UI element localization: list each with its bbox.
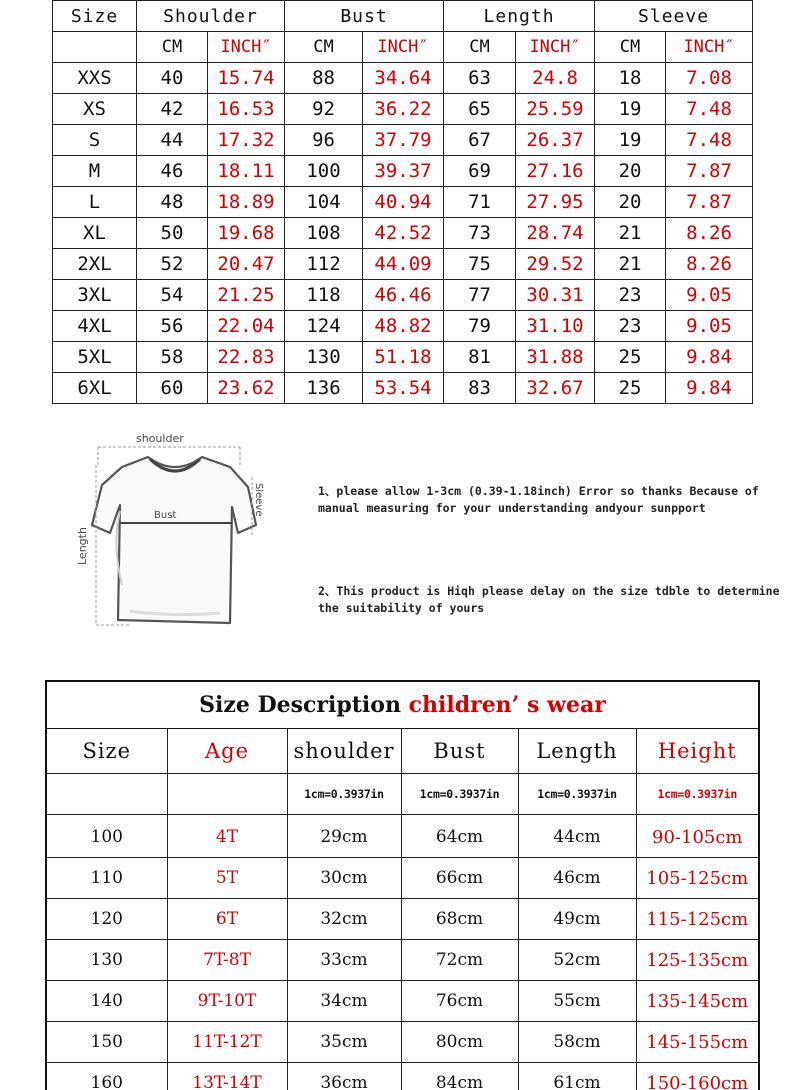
children-size-table [45,680,760,1090]
inch-cell: 15.74 [208,63,285,94]
cm-cell: 63 [444,63,516,94]
cm-cell: 96 [285,125,363,156]
cm-cell: 54 [137,280,208,311]
unit-cm: CM [444,32,516,63]
size-cell: XS [53,94,137,125]
kids-size-cell: 100 [47,817,167,858]
size-cell: M [53,156,137,187]
kids-size-cell: 150 [47,1022,167,1063]
title-black: Size Description [199,692,409,718]
tshirt-icon [70,425,290,635]
adult-row [53,280,753,311]
adult-row [53,218,753,249]
cm-cell: 108 [285,218,363,249]
inch-cell: 40.94 [363,187,444,218]
inch-cell: 21.25 [208,280,285,311]
unit-cm: CM [285,32,363,63]
cm-cell: 73 [444,218,516,249]
unit-inch: INCH″ [363,32,444,63]
kids-row [47,940,758,981]
inch-cell: 19.68 [208,218,285,249]
tshirt-measure-diagram [70,425,290,635]
kids-height-cell: 125-135cm [636,940,758,981]
size-cell: 2XL [53,249,137,280]
unit-inch: INCH″ [208,32,285,63]
unit-cm: CM [595,32,666,63]
cm-cell: 83 [444,373,516,404]
adult-row [53,125,753,156]
inch-cell: 8.26 [666,249,753,280]
adult-size-table [52,0,753,404]
inch-cell: 8.26 [666,218,753,249]
conv-shoulder: 1cm=0.3937in [287,774,401,815]
cm-cell: 58 [137,342,208,373]
kids-length-cell: 58cm [518,1022,636,1063]
shoulder-label: shoulder [136,432,184,445]
sleeve-label: Sleeve [253,483,264,517]
inch-cell: 9.05 [666,311,753,342]
kids-length-cell: 46cm [518,858,636,899]
inch-cell: 20.47 [208,249,285,280]
adult-body [53,63,753,404]
header-sleeve: Sleeve [595,1,753,32]
inch-cell: 53.54 [363,373,444,404]
inch-cell: 31.88 [516,342,595,373]
kids-bust-cell: 84cm [401,1063,518,1090]
kids-size-cell: 130 [47,940,167,981]
inch-cell: 7.48 [666,125,753,156]
children-table-title [47,682,758,729]
cm-cell: 81 [444,342,516,373]
kids-height-cell: 150-160cm [636,1063,758,1090]
header-size: Size [53,1,137,32]
adult-row [53,311,753,342]
kids-length-cell: 52cm [518,940,636,981]
size-cell: 4XL [53,311,137,342]
kids-height-cell: 145-155cm [636,1022,758,1063]
kids-age-cell: 13T-14T [167,1063,287,1090]
cm-cell: 25 [595,342,666,373]
note-1: 1、please allow 1-3cm (0.39-1.18inch) Error so thanks Because of manual measuring for your understanding andyour sunpport [318,484,759,515]
kids-age-cell: 6T [167,899,287,940]
inch-cell: 48.82 [363,311,444,342]
size-cell: XL [53,218,137,249]
measurement-notes [318,483,788,617]
cm-cell: 88 [285,63,363,94]
kids-age-cell: 4T [167,817,287,858]
cm-cell: 20 [595,187,666,218]
cm-cell: 118 [285,280,363,311]
header-shoulder: Shoulder [137,1,285,32]
header-length: Length [444,1,595,32]
kids-length-cell: 49cm [518,899,636,940]
kids-size-cell: 120 [47,899,167,940]
kids-age-cell: 11T-12T [167,1022,287,1063]
inch-cell: 25.59 [516,94,595,125]
cm-cell: 71 [444,187,516,218]
inch-cell: 28.74 [516,218,595,249]
inch-cell: 9.05 [666,280,753,311]
conv-bust: 1cm=0.3937in [401,774,518,815]
inch-cell: 22.83 [208,342,285,373]
inch-cell: 27.16 [516,156,595,187]
inch-cell: 42.52 [363,218,444,249]
inch-cell: 29.52 [516,249,595,280]
cm-cell: 75 [444,249,516,280]
size-cell: L [53,187,137,218]
inch-cell: 7.48 [666,94,753,125]
kids-height-cell: 115-125cm [636,899,758,940]
kids-shoulder-cell: 30cm [287,858,401,899]
cm-cell: 23 [595,280,666,311]
cm-cell: 130 [285,342,363,373]
adult-row [53,342,753,373]
kids-row [47,1063,758,1090]
cm-cell: 56 [137,311,208,342]
inch-cell: 51.18 [363,342,444,373]
kids-bust-cell: 76cm [401,981,518,1022]
inch-cell: 23.62 [208,373,285,404]
cm-cell: 44 [137,125,208,156]
cm-cell: 40 [137,63,208,94]
inch-cell: 39.37 [363,156,444,187]
kids-shoulder-cell: 32cm [287,899,401,940]
unit-blank [53,32,137,63]
conv-blank [47,774,167,815]
cm-cell: 92 [285,94,363,125]
cm-cell: 77 [444,280,516,311]
cm-cell: 19 [595,125,666,156]
kids-header-height: Height [636,729,758,774]
inch-cell: 9.84 [666,373,753,404]
length-label: Length [76,527,89,565]
cm-cell: 25 [595,373,666,404]
adult-row [53,63,753,94]
kids-row [47,899,758,940]
inch-cell: 24.8 [516,63,595,94]
kids-shoulder-cell: 34cm [287,981,401,1022]
kids-bust-cell: 80cm [401,1022,518,1063]
kids-size-cell: 110 [47,858,167,899]
conv-blank [167,774,287,815]
cm-cell: 19 [595,94,666,125]
kids-age-cell: 9T-10T [167,981,287,1022]
cm-cell: 20 [595,156,666,187]
inch-cell: 30.31 [516,280,595,311]
cm-cell: 112 [285,249,363,280]
adult-header-row [53,1,753,32]
kids-row [47,858,758,899]
kids-size-cell: 160 [47,1063,167,1090]
kids-height-cell: 105-125cm [636,858,758,899]
kids-length-cell: 55cm [518,981,636,1022]
inch-cell: 22.04 [208,311,285,342]
adult-row [53,156,753,187]
cm-cell: 46 [137,156,208,187]
kids-shoulder-cell: 33cm [287,940,401,981]
unit-inch: INCH″ [666,32,753,63]
kids-header-length: Length [518,729,636,774]
cm-cell: 136 [285,373,363,404]
kids-size-cell: 140 [47,981,167,1022]
kids-age-cell: 7T-8T [167,940,287,981]
inch-cell: 37.79 [363,125,444,156]
adult-row [53,249,753,280]
kids-header-shoulder: shoulder [287,729,401,774]
kids-conversion-row [47,774,758,815]
kids-bust-cell: 72cm [401,940,518,981]
kids-bust-cell: 66cm [401,858,518,899]
kids-length-cell: 44cm [518,817,636,858]
cm-cell: 67 [444,125,516,156]
kids-height-cell: 90-105cm [636,817,758,858]
kids-body [47,815,758,1090]
inch-cell: 7.08 [666,63,753,94]
header-bust: Bust [285,1,444,32]
cm-cell: 52 [137,249,208,280]
cm-cell: 124 [285,311,363,342]
cm-cell: 65 [444,94,516,125]
cm-cell: 18 [595,63,666,94]
kids-row [47,1022,758,1063]
kids-header-age: Age [167,729,287,774]
inch-cell: 17.32 [208,125,285,156]
inch-cell: 7.87 [666,187,753,218]
cm-cell: 23 [595,311,666,342]
inch-cell: 18.89 [208,187,285,218]
inch-cell: 16.53 [208,94,285,125]
adult-row [53,94,753,125]
kids-shoulder-cell: 35cm [287,1022,401,1063]
conv-height: 1cm=0.3937in [636,774,758,815]
unit-inch: INCH″ [516,32,595,63]
cm-cell: 21 [595,218,666,249]
kids-length-cell: 61cm [518,1063,636,1090]
cm-cell: 79 [444,311,516,342]
size-cell: 5XL [53,342,137,373]
inch-cell: 44.09 [363,249,444,280]
kids-bust-cell: 64cm [401,817,518,858]
inch-cell: 26.37 [516,125,595,156]
cm-cell: 50 [137,218,208,249]
note-2: 2、This product is Hiqh please delay on the size tdble to determine the suitability of yours [318,584,780,615]
cm-cell: 48 [137,187,208,218]
size-cell: S [53,125,137,156]
kids-header-row [47,729,758,774]
cm-cell: 21 [595,249,666,280]
inch-cell: 7.87 [666,156,753,187]
inch-cell: 27.95 [516,187,595,218]
kids-bust-cell: 68cm [401,899,518,940]
inch-cell: 9.84 [666,342,753,373]
inch-cell: 31.10 [516,311,595,342]
cm-cell: 42 [137,94,208,125]
cm-cell: 104 [285,187,363,218]
inch-cell: 36.22 [363,94,444,125]
inch-cell: 46.46 [363,280,444,311]
kids-shoulder-cell: 36cm [287,1063,401,1090]
adult-row [53,187,753,218]
unit-cm: CM [137,32,208,63]
kids-row [47,817,758,858]
size-cell: 6XL [53,373,137,404]
kids-header-bust: Bust [401,729,518,774]
cm-cell: 69 [444,156,516,187]
kids-header-size: Size [47,729,167,774]
kids-age-cell: 5T [167,858,287,899]
size-cell: XXS [53,63,137,94]
conv-length: 1cm=0.3937in [518,774,636,815]
title-red: children’ s wear [408,692,606,718]
inch-cell: 32.67 [516,373,595,404]
size-cell: 3XL [53,280,137,311]
kids-height-cell: 135-145cm [636,981,758,1022]
bust-label: Bust [154,510,177,521]
kids-shoulder-cell: 29cm [287,817,401,858]
kids-row [47,981,758,1022]
inch-cell: 18.11 [208,156,285,187]
inch-cell: 34.64 [363,63,444,94]
adult-row [53,373,753,404]
children-table [47,729,758,1090]
cm-cell: 100 [285,156,363,187]
adult-units-row [53,32,753,63]
cm-cell: 60 [137,373,208,404]
